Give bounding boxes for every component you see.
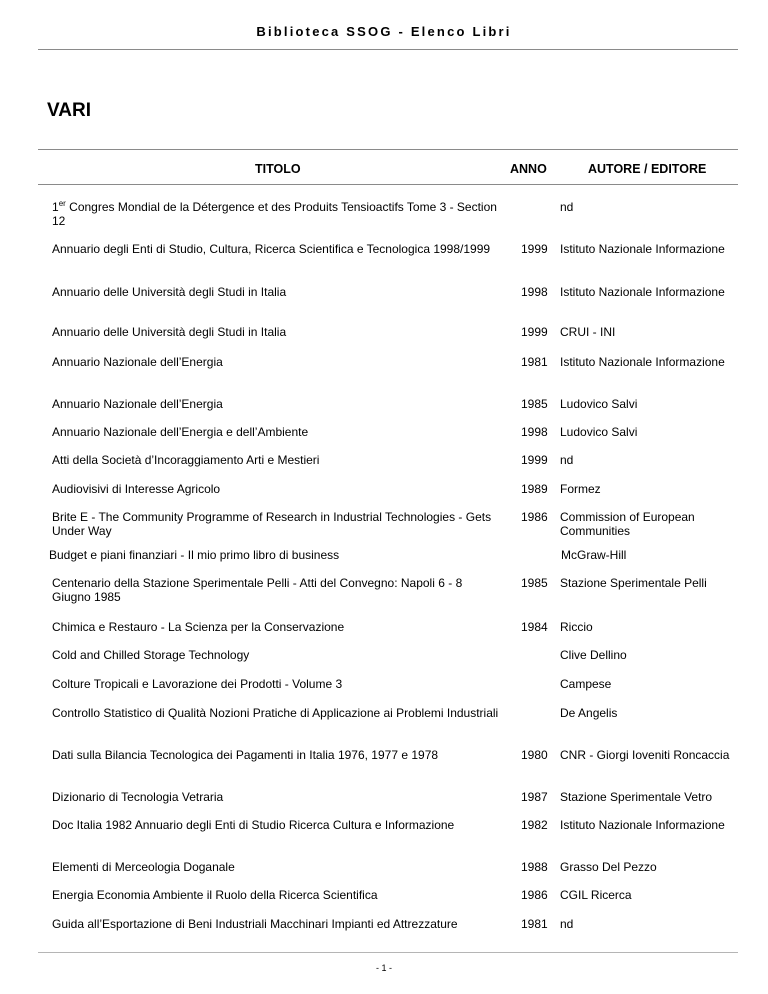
book-author: De Angelis [560,706,618,720]
book-title-text: Controllo Statistico di Qualità Nozioni Pratiche di Applicazione ai Problemi Industriali [52,706,499,720]
book-title [52,748,502,762]
book-year: 1985 [521,576,548,590]
book-title-text: Congres Mondial de la Détergence et des Produits Tensioactifs Tome 3 - Section 12 [52,200,497,228]
book-author: Ludovico Salvi [560,397,638,411]
book-year: 1998 [521,425,548,439]
book-year: 1986 [521,510,548,524]
book-author: Commission of European Communities [560,510,695,538]
book-author: nd [560,453,574,467]
book-author: Stazione Sperimentale Vetro [560,790,713,804]
book-author: Campese [560,677,612,691]
book-author: Riccio [560,620,593,634]
column-header-autore: AUTORE / EDITORE [588,162,707,176]
book-author: nd [560,200,574,214]
book-title-text: Doc Italia 1982 Annuario degli Enti di Studio Ricerca Cultura e Informazione [52,818,455,832]
book-title [52,888,502,902]
book-year: 1986 [521,888,548,902]
book-title [52,576,502,604]
footer-divider [38,952,738,953]
book-title-text: Centenario della Stazione Sperimentale Pelli - Atti del Convegno: Napoli 6 - 8 Giugno 1985 [52,576,463,604]
book-year: 1988 [521,860,548,874]
book-author: Formez [560,482,601,496]
book-title-text: Chimica e Restauro - La Scienza per la Conservazione [52,620,345,634]
book-author: Istituto Nazionale Informazione [560,285,725,299]
book-title-superscript: er [58,199,66,208]
book-year: 1982 [521,818,548,832]
book-author: McGraw-Hill [561,548,627,562]
book-title-text: Brite E - The Community Programme of Research in Industrial Technologies - Gets Under Way [52,510,492,538]
section-title: VARI [47,100,91,121]
book-author: Istituto Nazionale Informazione [560,355,725,369]
book-title [52,818,502,832]
document-header: Biblioteca SSOG - Elenco Libri [256,24,512,39]
book-title-text: Annuario delle Università degli Studi in Italia [52,285,287,299]
book-title-text: Budget e piani finanziari - Il mio primo libro di business [49,548,340,562]
book-title [52,397,502,411]
book-title [49,548,499,562]
book-title [52,620,502,634]
book-title-text: Annuario Nazionale dell’Energia [52,397,223,411]
book-author: Clive Dellino [560,648,627,662]
book-author: Istituto Nazionale Informazione [560,242,725,256]
book-year: 1999 [521,242,548,256]
book-title-text: Audiovisivi di Interesse Agricolo [52,482,221,496]
book-title [52,917,502,931]
book-title-text: Annuario degli Enti di Studio, Cultura, Ricerca Scientifica e Tecnologica 1998/1999 [52,242,491,256]
book-author: Grasso Del Pezzo [560,860,657,874]
book-title [52,453,502,467]
book-title [52,790,502,804]
book-title [52,425,502,439]
book-title-text: Cold and Chilled Storage Technology [52,648,250,662]
book-title-text: Dati sulla Bilancia Tecnologica dei Pagamenti in Italia 1976, 1977 e 1978 [52,748,439,762]
book-title-ordinal: 1 [52,200,59,214]
column-header-anno: ANNO [510,162,547,176]
book-year: 1998 [521,285,548,299]
book-title-text: Annuario delle Università degli Studi in Italia [52,325,287,339]
book-title-text: Annuario Nazionale dell’Energia e dell’Ambiente [52,425,309,439]
book-title-text: Guida all’Esportazione di Beni Industriali Macchinari Impianti ed Attrezzature [52,917,458,931]
book-author: Stazione Sperimentale Pelli [560,576,707,590]
book-title-text: Colture Tropicali e Lavorazione dei Prodotti - Volume 3 [52,677,343,691]
book-title [52,706,502,720]
book-year: 1999 [521,325,548,339]
book-author: Istituto Nazionale Informazione [560,818,725,832]
book-title [52,355,502,369]
book-year: 1984 [521,620,548,634]
book-title-text: Atti della Società d’Incoraggiamento Arti e Mestieri [52,453,320,467]
book-title-text: Elementi di Merceologia Doganale [52,860,235,874]
book-year: 1981 [521,355,548,369]
book-title [52,648,502,662]
book-title [52,242,502,256]
book-title [52,677,502,691]
book-title [52,325,502,339]
book-title [52,482,502,496]
table-top-rule [38,149,738,150]
book-author: nd [560,917,574,931]
book-title [52,510,502,538]
book-author: Ludovico Salvi [560,425,638,439]
column-header-titolo: TITOLO [255,162,301,176]
book-title [52,285,502,299]
book-title-text: Energia Economia Ambiente il Ruolo della Ricerca Scientifica [52,888,378,902]
book-author: CRUI - INI [560,325,616,339]
book-author: CGIL Ricerca [560,888,632,902]
book-year: 1989 [521,482,548,496]
book-title [52,200,502,228]
book-year: 1980 [521,748,548,762]
book-year: 1999 [521,453,548,467]
book-year: 1985 [521,397,548,411]
book-title-text: Annuario Nazionale dell’Energia [52,355,223,369]
book-author: CNR - Giorgi Ioveniti Roncaccia [560,748,730,762]
page-number: - 1 - [375,963,392,973]
book-year: 1987 [521,790,548,804]
header-divider [38,49,738,50]
book-year: 1981 [521,917,548,931]
book-title-text: Dizionario di Tecnologia Vetraria [52,790,224,804]
book-title [52,860,502,874]
table-header-rule [38,184,738,185]
